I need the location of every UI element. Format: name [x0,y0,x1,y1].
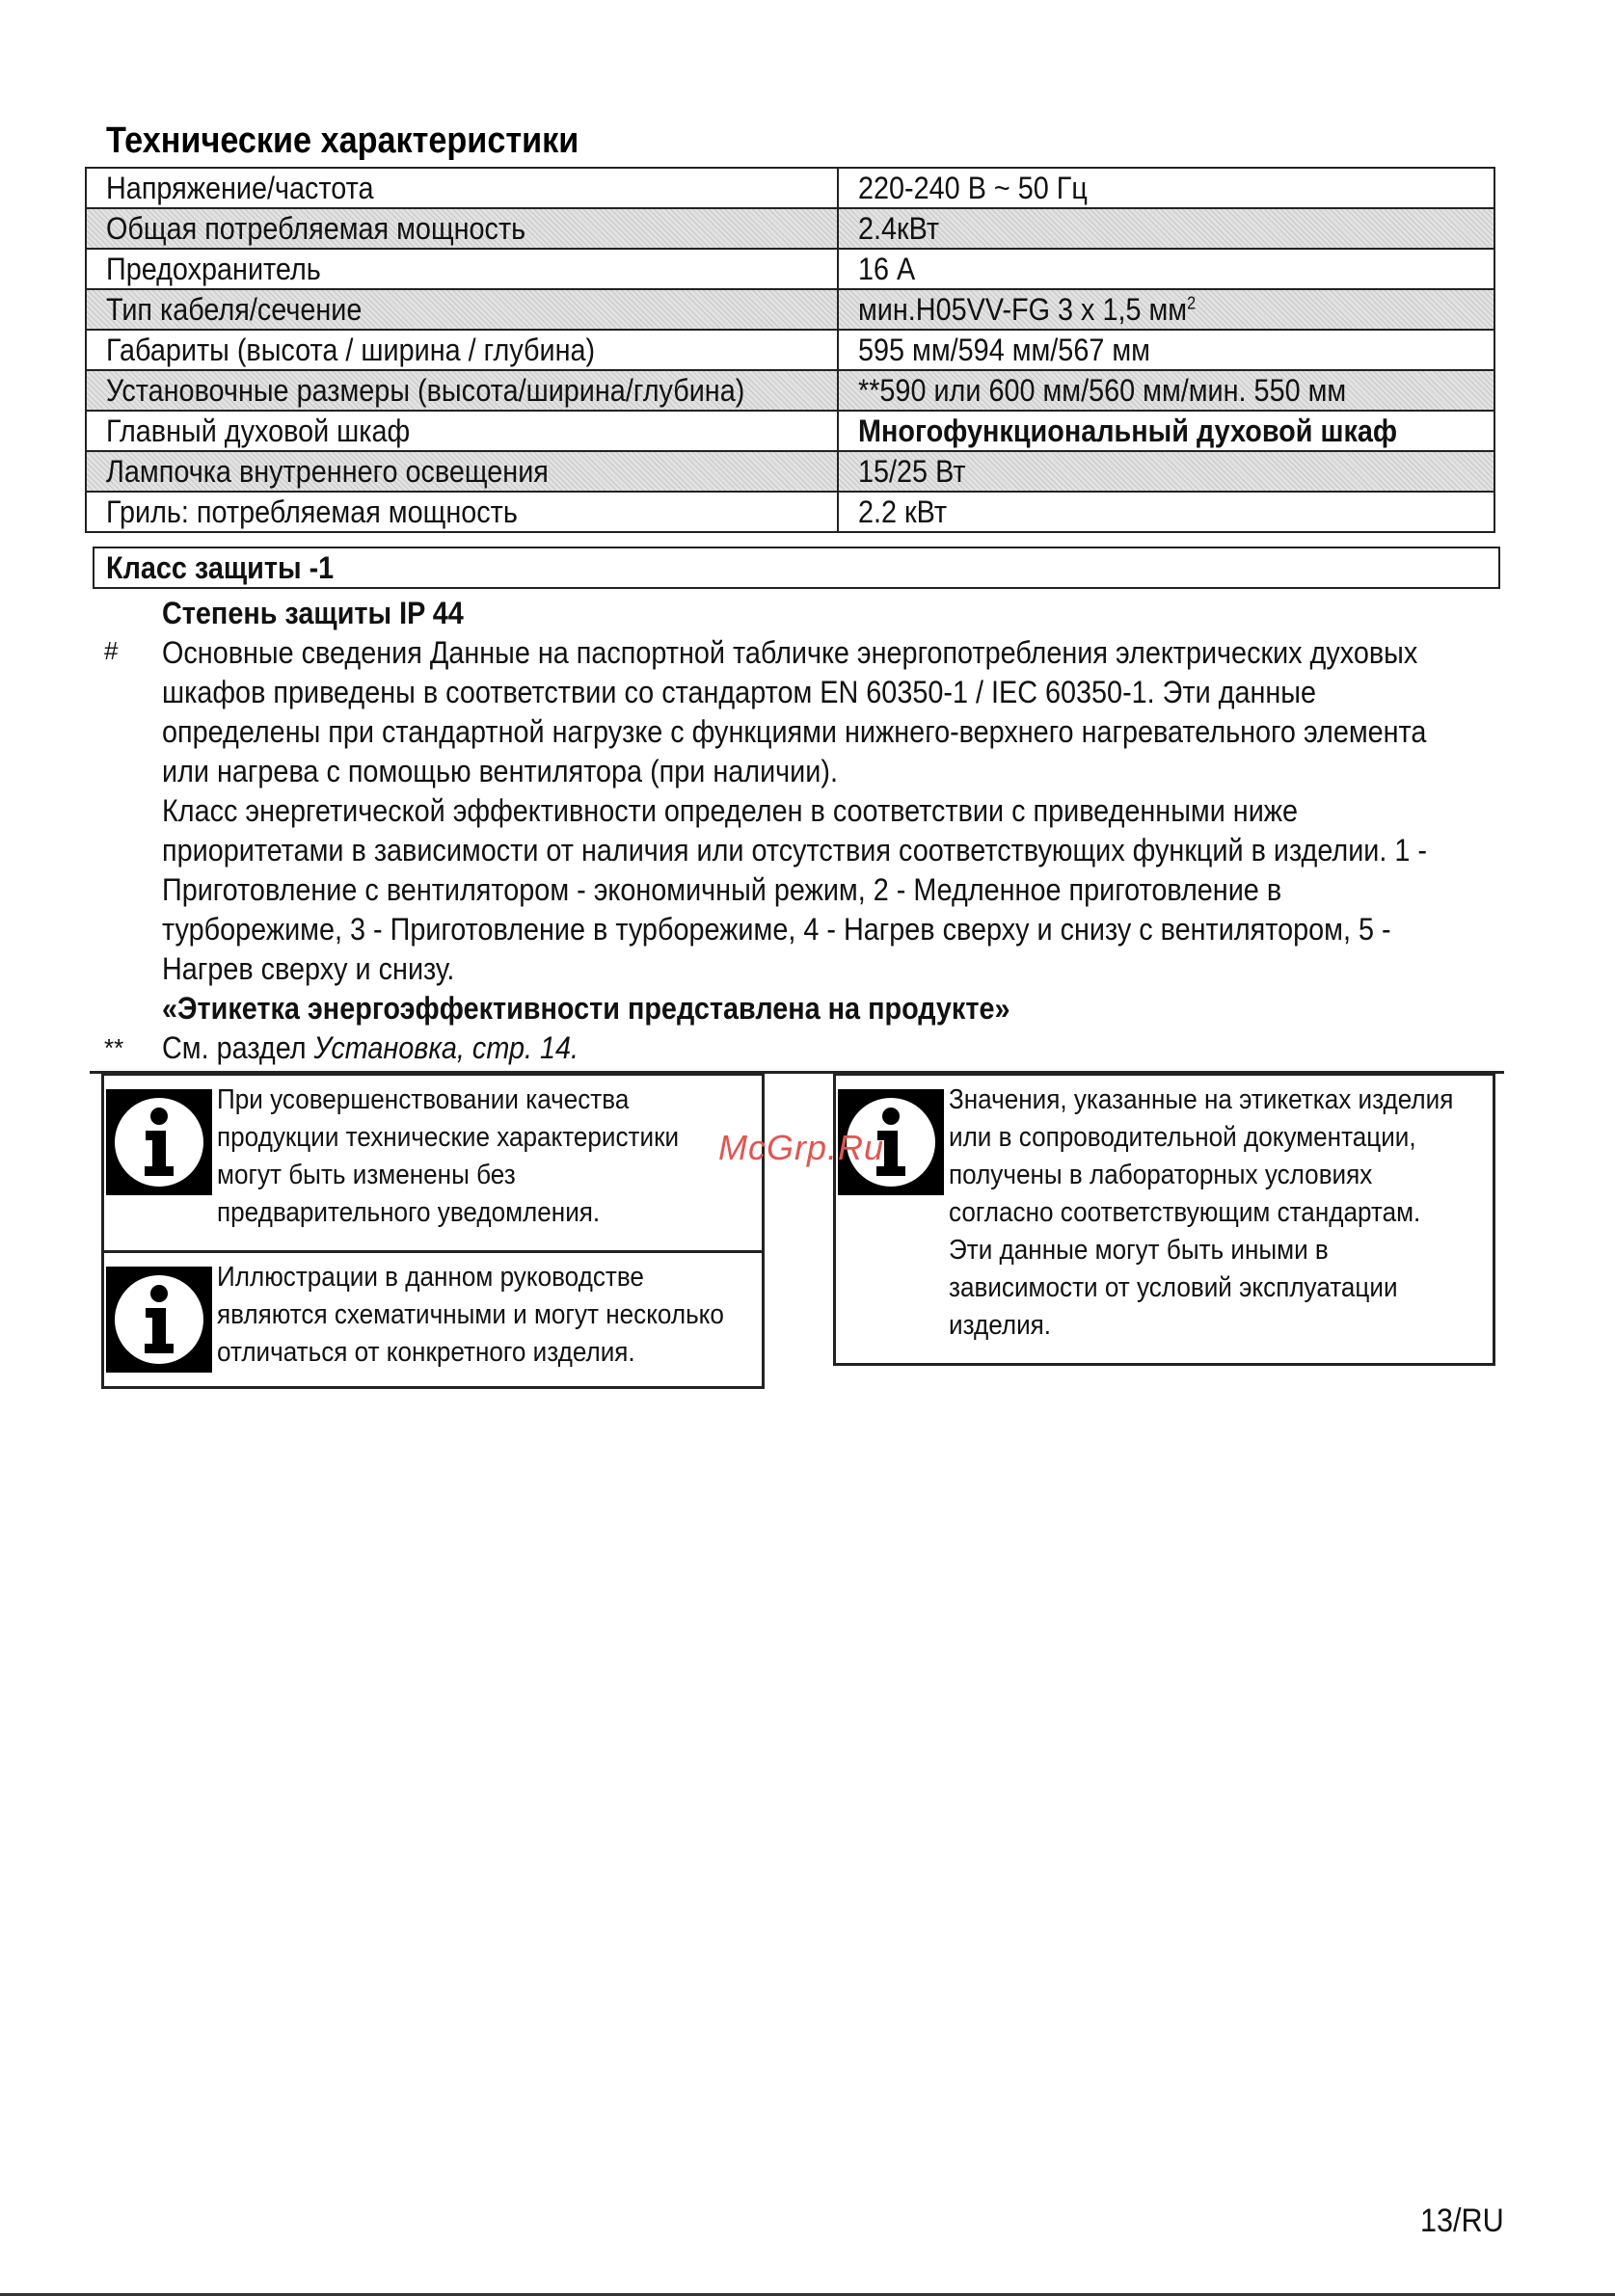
text-line: Класс энергетической эффективности определен в соответствии с приведенными ниже [162,793,1299,828]
spec-label: Тип кабеля/сечение [86,289,838,330]
spec-label: Предохранитель [86,249,838,289]
spec-label: Напряжение/частота [86,168,838,208]
note-line: согласно соответствующим стандартам. [949,1197,1421,1228]
text-line: турборежиме, 3 - Приготовление в турборежиме, 4 - Нагрев сверху и снизу с вентилятором, 5 - [162,912,1391,947]
text-line: Приготовление с вентилятором - экономичный режим, 2 - Медленное приготовление в [162,872,1282,907]
spec-row [86,289,1494,330]
note-line: отличаться от конкретного изделия. [217,1337,635,1368]
footnote-star-mark: ** [104,1033,124,1062]
note-box-illustrations [101,1250,765,1389]
note-line: Эти данные могут быть иными в [949,1235,1329,1266]
text-line: или нагрева с помощью вентилятора (при наличии). [162,754,838,788]
spec-row [86,330,1494,370]
spec-value: Многофункциональный духовой шкаф [838,411,1494,451]
text-line: Основные сведения Данные на паспортной табличке энергопотребления электрических духовых [162,635,1418,670]
spec-value: 2.2 кВт [838,492,1494,532]
spec-row [86,249,1494,289]
note-line: получены в лабораторных условиях [949,1160,1373,1190]
spec-row [86,168,1494,208]
superscript: 2 [1187,293,1197,313]
footnote-star-text: См. раздел Установка, стр. 14. [162,1030,579,1065]
spec-label: Лампочка внутреннего освещения [86,451,838,492]
page-title: Технические характеристики [106,120,579,161]
info-icon [106,1267,212,1373]
note-line: или в сопроводительной документации, [949,1122,1416,1153]
protection-degree: Степень защиты IP 44 [162,596,464,630]
footnote-star-ref: Установка, стр. 14. [313,1030,579,1065]
spec-value: 2.4кВт [838,208,1494,249]
note-line: зависимости от условий эксплуатации [949,1272,1398,1303]
spec-row [86,451,1494,492]
note-line: могут быть изменены без [217,1160,516,1190]
spec-value: 595 мм/594 мм/567 мм [838,330,1494,370]
spec-table [85,167,1495,533]
note-box-specs-change [101,1073,765,1253]
note-text [949,1081,1508,1345]
spec-row [86,492,1494,532]
spec-label: Габариты (высота / ширина / глубина) [86,330,838,370]
spec-value: мин.H05VV-FG 3 x 1,5 $мм^2$ [838,289,1494,330]
footnote-hash-mark: # [104,636,119,665]
spec-row [86,208,1494,249]
spec-label: Главный духовой шкаф [86,411,838,451]
note-line: изделия. [949,1310,1052,1341]
spec-row [86,411,1494,451]
text-line: определены при стандартной нагрузке с функциями нижнего-верхнего нагревательного элемента [162,714,1427,749]
spec-label: Установочные размеры (высота/ширина/глубина) [86,370,838,411]
note-box-lab-values [833,1073,1495,1366]
note-line: предварительного уведомления. [217,1197,601,1228]
note-text [217,1259,776,1372]
text-line: приоритетами в зависимости от наличия или отсутствия соответствующих функций в изделии. 1 - [162,833,1428,868]
footnote-hash-text [162,633,1512,989]
info-icon [106,1089,212,1195]
spec-value: 16 А [838,249,1494,289]
spec-value: **590 или 600 мм/560 мм/мин. 550 мм [838,370,1494,411]
protection-class-box: Класс защиты -1 [93,547,1500,589]
energy-label-note: «Этикетка энергоэффективности представлена на продукте» [162,991,1010,1026]
spec-row [86,370,1494,411]
watermark: McGrp.Ru [718,1128,885,1167]
spec-label: Общая потребляемая мощность [86,208,838,249]
spec-label: Гриль: потребляемая мощность [86,492,838,532]
note-line: продукции технические характеристики [217,1122,680,1153]
page-number: 13/RU [1419,2203,1504,2239]
note-line: При усовершенствовании качества [217,1084,630,1115]
note-line: являются схематичными и могут несколько [217,1299,724,1330]
text-line: Нагрев сверху и снизу. [162,951,455,986]
spec-value: 220-240 В ~ 50 Гц [838,168,1494,208]
note-text [217,1081,776,1232]
text-line: шкафов приведены в соответствии со стандартом EN 60350-1 / IEC 60350-1. Эти данные [162,675,1317,709]
spec-value: 15/25 Вт [838,451,1494,492]
note-line: Значения, указанные на этикетках изделия [949,1084,1454,1115]
note-line: Иллюстрации в данном руководстве [217,1262,644,1293]
